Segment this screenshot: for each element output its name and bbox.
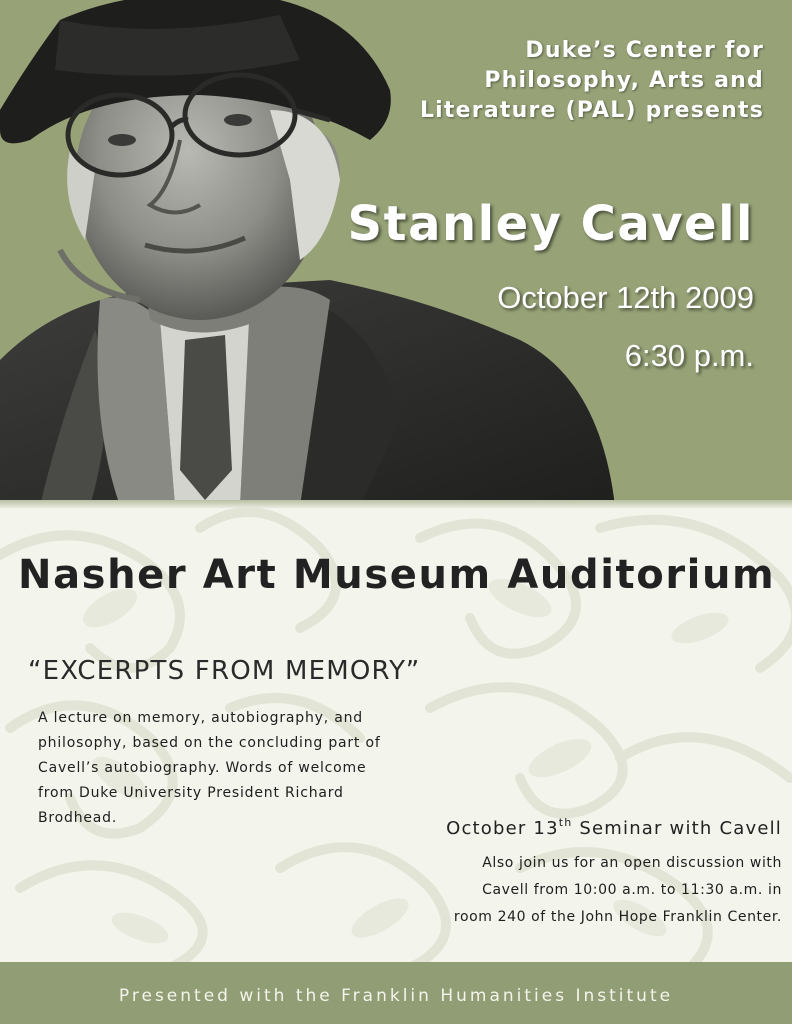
lecture-description-line: Brodhead. — [38, 810, 118, 826]
presenter-credit — [420, 36, 764, 126]
section-divider — [0, 500, 792, 508]
footer-credit: Presented with the Franklin Humanities Institute — [118, 986, 674, 1006]
event-date: October 12th 2009 — [497, 280, 754, 315]
lecture-description-line: A lecture on memory, autobiography, and — [38, 710, 363, 726]
presenter-line: Duke’s Center for — [525, 38, 764, 63]
footer-band — [0, 962, 792, 1024]
speaker-name: Stanley Cavell — [347, 196, 754, 252]
seminar-description — [382, 850, 782, 931]
lecture-description-line: philosophy, based on the concluding part of — [38, 735, 381, 751]
seminar-title-date: October 13 — [446, 818, 559, 839]
seminar-description-line: Cavell from 10:00 a.m. to 11:30 a.m. in — [482, 882, 782, 898]
seminar-title — [446, 818, 782, 839]
venue-title: Nasher Art Museum Auditorium — [18, 552, 776, 598]
event-time: 6:30 p.m. — [624, 338, 754, 373]
lecture-description-line: Cavell’s autobiography. Words of welcome — [38, 760, 367, 776]
presenter-line: Philosophy, Arts and — [484, 68, 764, 93]
seminar-title-suffix: th — [558, 816, 573, 829]
lecture-description — [38, 706, 406, 831]
presenter-line: Literature (PAL) presents — [419, 98, 764, 123]
seminar-title-text: Seminar with Cavell — [572, 818, 782, 839]
lecture-title: “EXCERPTS FROM MEMORY” — [28, 656, 421, 686]
lecture-description-line: from Duke University President Richard — [38, 785, 344, 801]
header-panel — [0, 0, 792, 506]
seminar-description-line: Also join us for an open discussion with — [482, 855, 782, 871]
seminar-description-line: room 240 of the John Hope Franklin Center. — [453, 909, 782, 925]
